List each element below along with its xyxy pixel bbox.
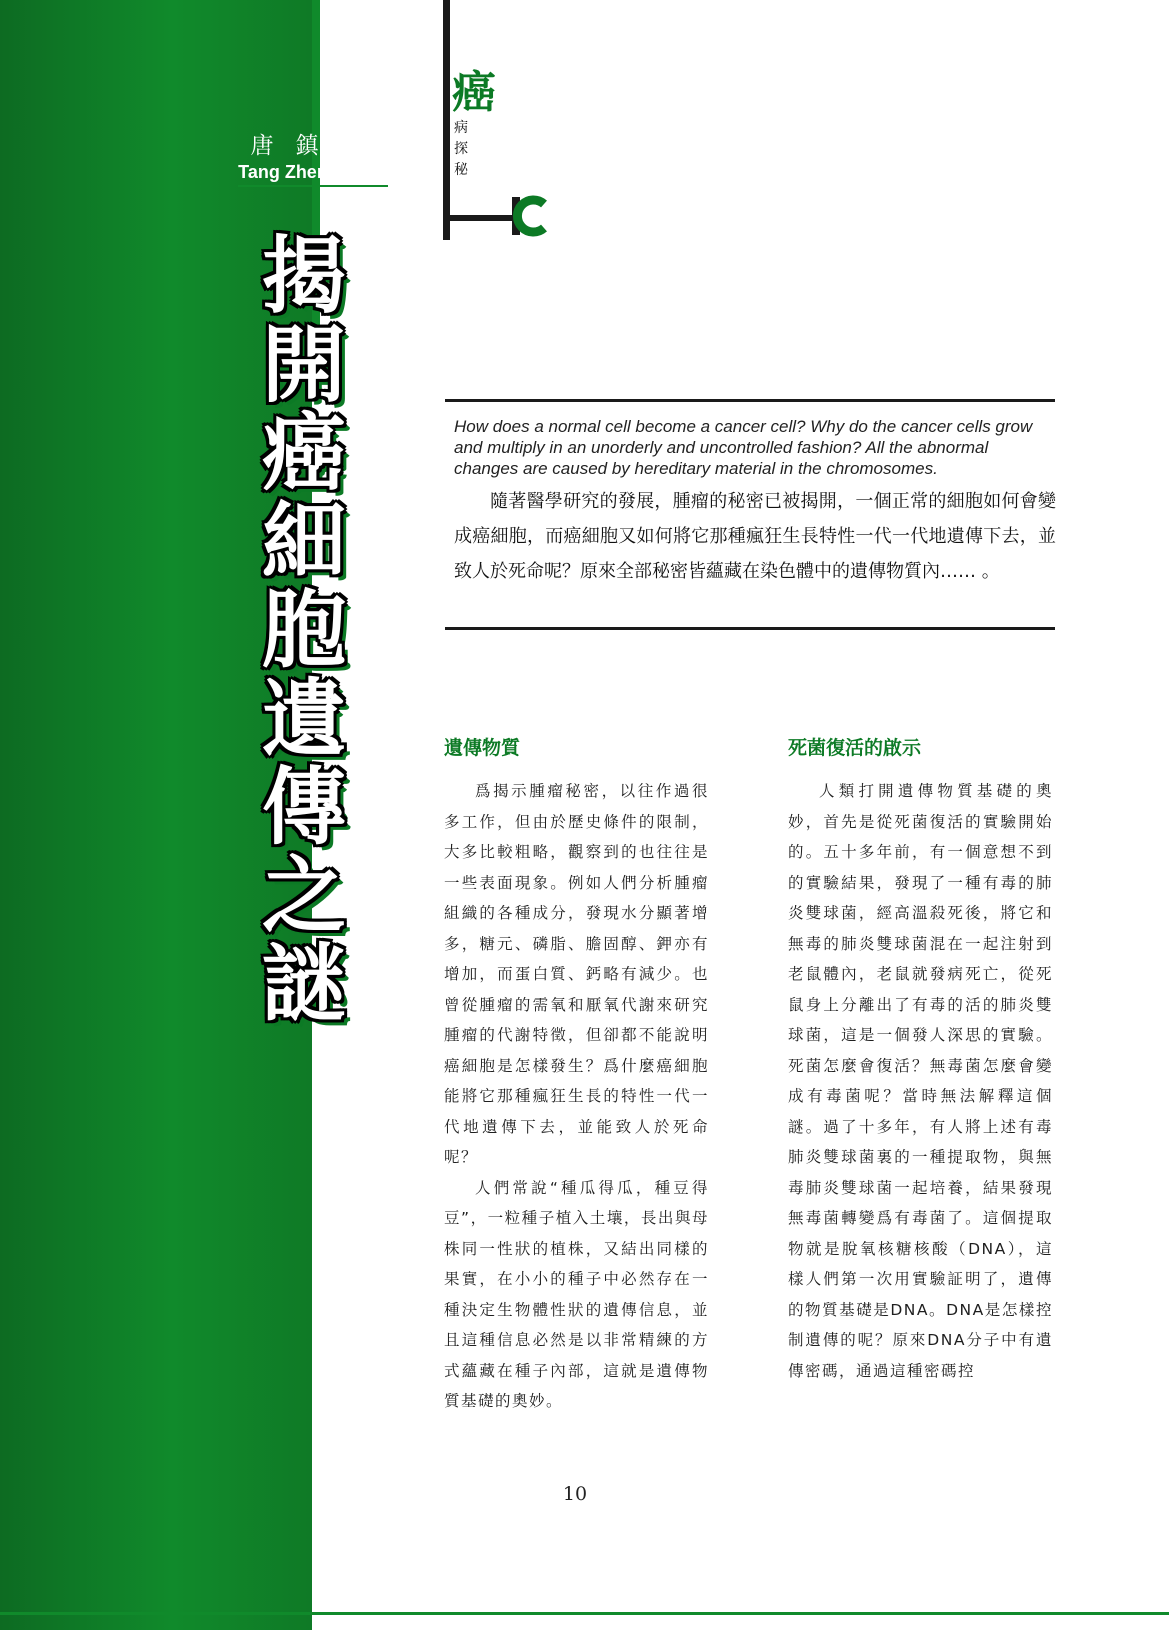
paragraph: 人們常說“種瓜得瓜，種豆得豆”，一粒種子植入土壤，長出與母株同一性狀的植株，又結出同樣的果實，在小小的種子中必然存在一種決定生物體性狀的遺傳信息，並且這種信息必然是以非常精練的方式蘊藏在種子內部，這就是遺傳物質基礎的奧妙。 <box>444 1178 709 1410</box>
author-block <box>238 132 388 187</box>
abstract-chinese: 隨著醫學研究的發展，腫瘤的秘密已被揭開，一個正常的細胞如何會變成癌細胞，而癌細胞又如何將它那種瘋狂生長特性一代一代地遺傳下去，並致人於死命呢？原來全部秘密皆蘊藏在染色體中的遺傳物質內…… 。 <box>454 491 1056 582</box>
hc-logo-icon <box>510 195 552 237</box>
bottom-green-line <box>0 1612 1169 1615</box>
series-horizontal-bar <box>443 215 513 221</box>
author-name-english: Tang Zhen Sheng <box>238 162 388 187</box>
paragraph: 爲揭示腫瘤秘密，以往作過很多工作，但由於歷史條件的限制，大多比較粗略，觀察到的也往往是一些表面現象。例如人們分析腫瘤組織的各種成分，發現水分顯著增多，糖元、磷脂、膽固醇、鉀亦有增加，而蛋白質、鈣略有減少。也曾從腫瘤的需氧和厭氧代謝來研究腫瘤的代謝特徵，但卻都不能說明癌細胞是怎樣發生？爲什麼癌細胞能將它那種瘋狂生長的特性一代一代地遺傳下去，並能致人於死命呢？ <box>444 782 709 1166</box>
abstract-top-rule <box>445 399 1055 402</box>
section-heading: 死菌復活的啟示 <box>788 737 922 759</box>
series-big-character: 癌 <box>452 67 496 118</box>
page-number: 10 <box>562 1483 588 1505</box>
author-name-chinese: 唐鎮生 <box>250 133 386 159</box>
section-heading: 遺傳物質 <box>444 737 521 759</box>
abstract-bottom-rule <box>445 627 1055 630</box>
article-column-right <box>788 735 1053 1386</box>
paragraph: 人類打開遺傳物質基礎的奧妙，首先是從死菌復活的實驗開始的。五十多年前，有一個意想不到的實驗結果，發現了一種有毒的肺炎雙球菌，經高溫殺死後，將它和無毒的肺炎雙球菌混在一起注射到老鼠體內，老鼠就發病死亡，從死鼠身上分離出了有毒的活的肺炎雙球菌，這是一個發人深思的實驗。死菌怎麼會復活？無毒菌怎麼會變成有毒菌呢？當時無法解釋這個謎。過了十多年，有人將上述有毒肺炎雙球菌裏的一種提取物，與無毒肺炎雙球菌一起培養，結果發現無毒菌轉變爲有毒菌了。這個提取物就是脫氧核糖核酸（DNA），這樣人們第一次用實驗証明了，遺傳的物質基礎是DNA。DNA是怎樣控制遺傳的呢？原來DNA分子中有遺傳密碼，通過這種密碼控 <box>788 782 1053 1380</box>
article-title-vertical: 揭 開 癌 細 胞 遺 傳 之 謎 <box>261 227 346 1033</box>
section-body <box>444 776 709 1417</box>
abstract-english: How does a normal cell become a cancer cell? Why do the cancer cells grow and multiply in an unorderly and uncontrolled fashion? All the abnormal changes are caused by hereditary material in the chromosomes. <box>454 417 1033 478</box>
series-small-characters: 病 探 秘 <box>454 120 468 178</box>
article-column-left <box>444 735 709 1417</box>
series-vertical-bar <box>443 0 450 240</box>
section-body <box>788 776 1053 1386</box>
